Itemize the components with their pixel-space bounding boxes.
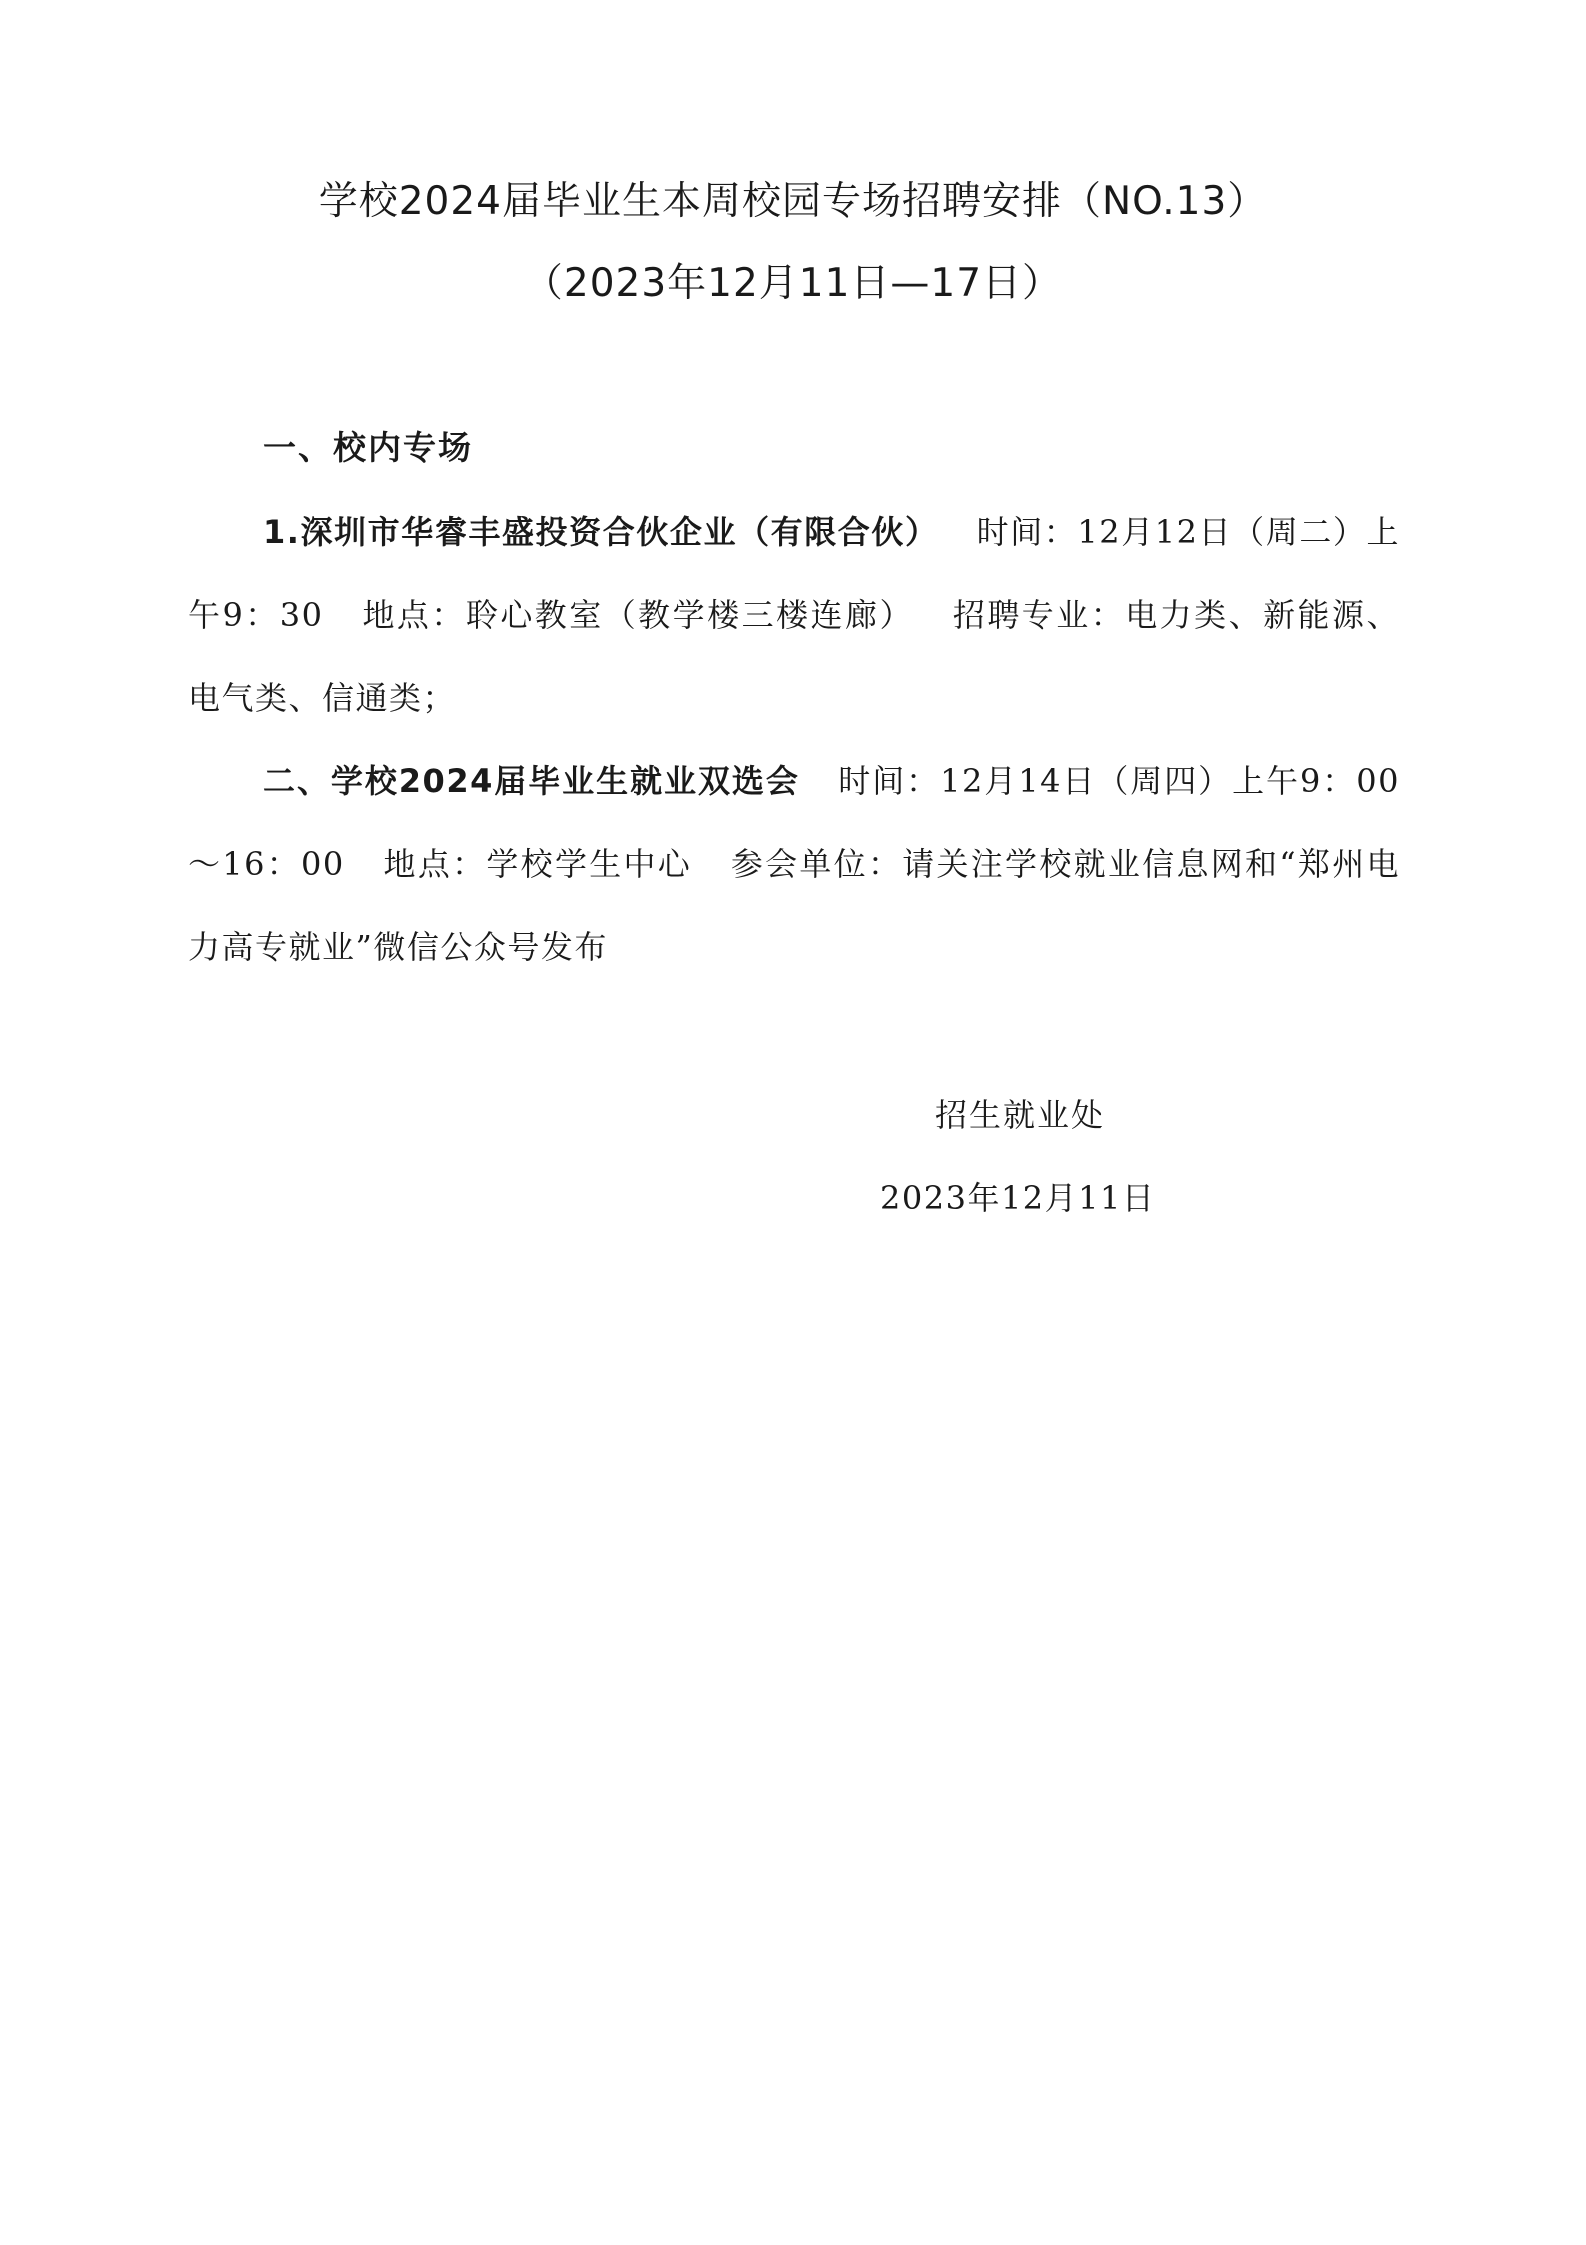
item-2-place: 地点：学校学生中心 (382, 845, 693, 883)
section-heading-campus: 一、校内专场 (263, 428, 473, 467)
document-title: 学校2024届毕业生本周校园专场招聘安排（NO.13） (318, 179, 1268, 224)
item-1-company: 1.深圳市华睿丰盛投资合伙企业（有限合伙） (263, 513, 939, 551)
item-2-time: 时间：12月14日（周四）上午9：00～16：00 (188, 762, 1400, 883)
item-1-majors: 招聘专业：电力类、新能源、电气类、信通类； (188, 596, 1400, 717)
recruitment-item-2 (188, 740, 1400, 989)
signature-date: 2023年12月11日 (880, 1179, 1156, 1217)
signature-department: 招生就业处 (935, 1096, 1106, 1134)
document-date-range: （2023年12月11日—17日） (523, 261, 1063, 306)
item-1-time: 时间：12月12日（周二）上午9：30 (188, 513, 1400, 634)
item-2-units: 参会单位：请关注学校就业信息网和“郑州电力高专就业”微信公众号发布 (188, 845, 1400, 966)
recruitment-item-1 (188, 491, 1400, 740)
item-1-place: 地点：聆心教室（教学楼三楼连廊） (361, 596, 914, 634)
item-2-fair-title: 二、学校2024届毕业生就业双选会 (263, 762, 800, 800)
